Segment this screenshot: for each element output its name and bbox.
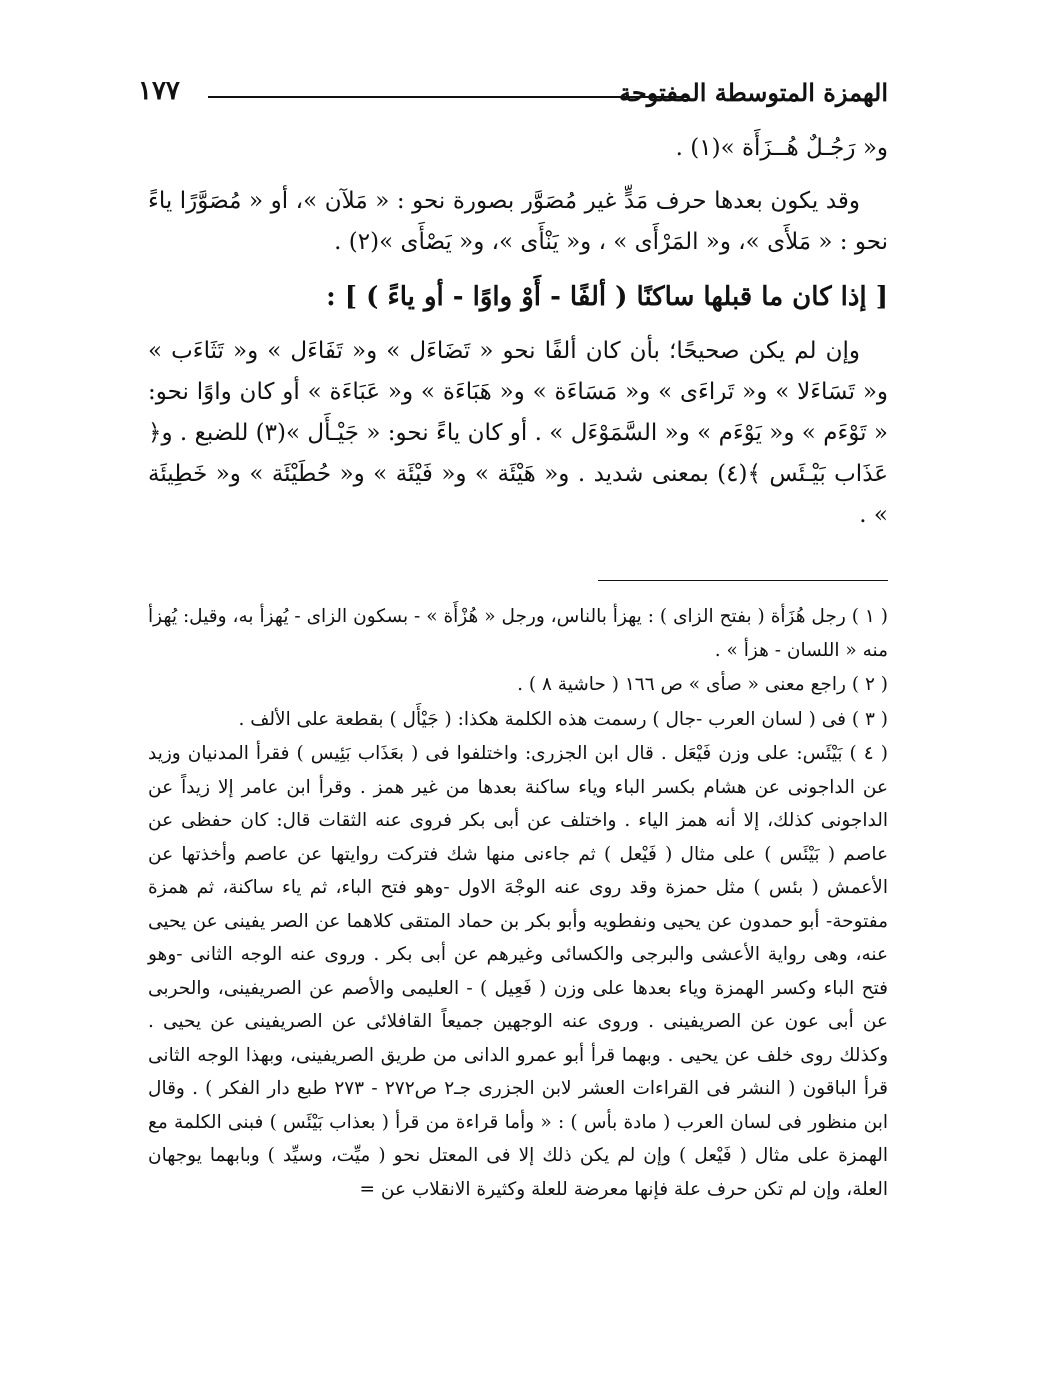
footnote-text: بَيْئَس: على وزن فَيْعَل . قال ابن الجزرى: واختلفوا فى ( بعَذَاب بَئِيس ) فقرأ المدنيان وزيد عن الداجونى عن هشام بكسر الباء وياء ساكنة بعدها من غير همز . وقرأ ابن عامر إلا زيداً عن الداجونى كذلك، إلا أنه همز الياء . واختلف عن أبى بكر فروى عنه الثقات قال: كان حفظى عن عاصم ( بَيْئَس ) على مثال ( فَيْعل ) ثم جاءنى منها شك فتركت روايتها عن عاصم وأخذتها عن الأعمش ( بئس ) مثل حمزة وقد روى عنه الوجْهَ الاول -وهو فتح الباء، ثم ياء ساكنة، ثم همزة مفتوحة- أبو حمدون عن يحيى ونفطويه وأبو بكر بن حماد المتقى كلاهما عن الصر يفينى عن يحيى عنه، وهى رواية الأعشى والبرجى والكسائى وغيرهم عن أبى بكر . وروى عنه الوجه الثانى -وهو فتح الباء وكسر الهمزة وياء بعدها على وزن ( فَعِيل ) - العليمى والأصم عن الصريفينى، والحربى عن أبى عون عن الصريفينى . وروى عنه الوجهين جميعاً القافلائى عن الصريفينى عن يحيى . وكذلك روى خلف عن يحيى . وبهما قرأ أبو عمرو الدانى من طريق الصريفينى، وبهذا الوجه الثانى قرأ الباقون ( النشر فى القراءات العشر لابن الجزرى جـ٢ ص٢٧٢ - ٢٧٣ طبع دار الفكر ) . وقال ابن منظور فى لسان العرب ( مادة بأس ) : « وأما قراءة من قرأ ( بعذاب بَيْئَس ) فبنى الكلمة مع الهمزة على مثال ( فَيْعل ) وإن لم يكن ذلك إلا فى المعتل نحو ( ميِّت، وسيِّد ) وبابهما يوجهان العلة، وإن لم تكن حرف علة فإنها معرضة للعلة وكثيرة الانقلاب عن = — [148, 743, 889, 1200]
footnote-4 — [148, 737, 888, 1206]
footnote-number: ( ٢ ) — [851, 674, 888, 695]
footnote-number: ( ٣ ) — [851, 708, 888, 730]
footnotes — [148, 600, 888, 1207]
footnote-number: ( ٤ ) — [849, 743, 888, 764]
footnote-1 — [148, 600, 888, 667]
running-head — [138, 78, 888, 118]
footnote-number: ( ١ ) — [851, 606, 888, 627]
paragraph-3: وإن لم يكن صحيحًا؛ بأن كان ألفًا نحو « تَضَاءَل » و« تَفَاءَل » و« تَثَاءَب » و« تَسَاءَلا » و« تَراءَى » و« مَسَاءَة » و« هَبَاءَة » و« عَبَاءَة » أو كان واوًا نحو: « تَوْءَم » و« يَوْءَم » و« السَّمَوْءَل » . أو كان ياءً نحو: « جَيْـأَل »(٣) للضبع . و﴿ عَذَاب بَيْـئَس ﴾(٤) بمعنى شديد . و« هَيْئَة » و« فَيْئَة » و« حُطَيْئَة » و« خَطِيئَة » . — [148, 338, 888, 528]
header-rule — [208, 96, 688, 98]
main-text — [148, 128, 888, 548]
paragraph-1: و« رَجُـلٌ هُــزَأَة »(١) . — [675, 135, 888, 161]
footnote-text: رجل هُزَأة ( بفتح الزاى ) : يهزأ بالناس، ورجل « هُزْأَة » - بسكون الزاى - يُهزأ به، وقيل: يُهزأ منه « اللسان - هزأ » . — [148, 606, 888, 661]
paragraph-2: وقد يكون بعدها حرف مَدٍّ غير مُصَوَّر بصورة نحو : « مَلآن »، أو « مُصَوَّرًا ياءً نحو : « مَلأَى »، و« المَرْأَى » ، و« يَنْأَى »، و« يَصْأَى »(٢) . — [148, 188, 888, 255]
footnote-3 — [148, 703, 888, 737]
footnote-separator — [598, 580, 888, 581]
footnote-text: فى ( لسان العرب -جال ) رسمت هذه الكلمة هكذا: ( جَيْأَل ) بقطعة على الألف . — [238, 708, 846, 730]
section-heading: [ إذا كان ما قبلها ساكنًا ( ألفًا - أَوْ واوًا - أو ياءً ) ] : — [326, 282, 888, 312]
page-number: ١٧٧ — [138, 76, 180, 106]
footnote-text: راجع معنى « صأى » ص ١٦٦ ( حاشية ٨ ) . — [517, 674, 846, 695]
running-title: الهمزة المتوسطة المفتوحة — [619, 78, 888, 107]
footnote-2 — [148, 668, 888, 702]
